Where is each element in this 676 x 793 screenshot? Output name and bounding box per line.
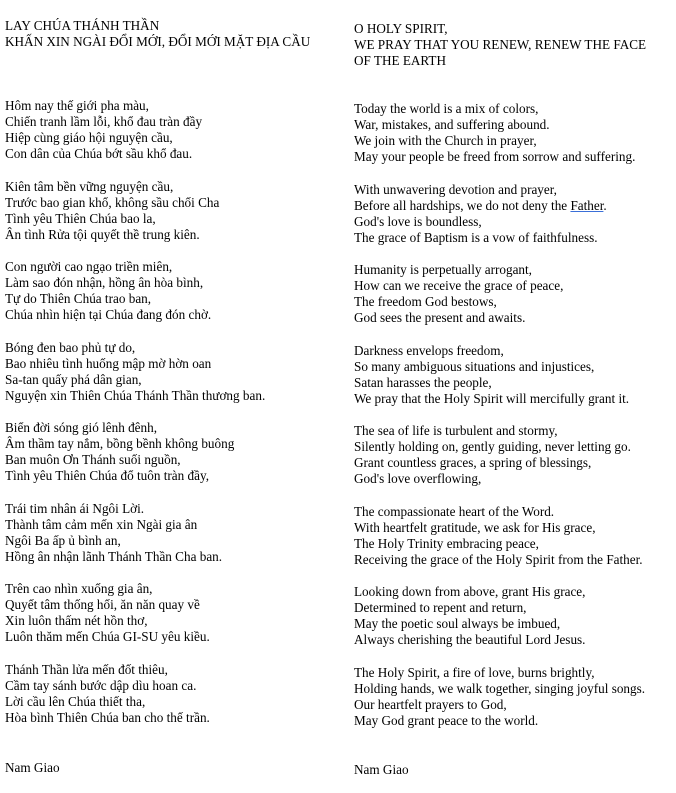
spellcheck-underline: Father: [570, 197, 604, 213]
verse-line: Holding hands, we walk together, singing joyful songs.: [354, 680, 646, 696]
verse-line: May the poetic soul always be imbued,: [354, 616, 561, 631]
verse-line: Con người cao ngạo triền miên,: [5, 259, 173, 274]
verse-line: Xin luôn thấm nét hồn thơ,: [5, 613, 148, 628]
verse-line: With unwavering devotion and prayer,: [354, 181, 557, 197]
verse-line: Tình yêu Thiên Chúa bao la,: [5, 210, 156, 226]
stanza: [5, 340, 265, 404]
verse-line: Tình yêu Thiên Chúa đổ tuôn tràn đầy,: [5, 468, 209, 483]
vietnamese-title: [5, 18, 310, 50]
stanza: [354, 343, 629, 407]
verse-line: Chiến tranh lầm lỗi, khổ đau tràn đầy: [5, 114, 203, 129]
verse-line: The sea of life is turbulent and stormy,: [354, 423, 558, 438]
verse-line: Hòa bình Thiên Chúa ban cho thế trần.: [5, 709, 210, 725]
verse-line: Con dân của Chúa bớt sầu khổ đau.: [5, 146, 193, 161]
stanza: [354, 665, 645, 729]
english-signature: Nam Giao: [354, 762, 409, 777]
verse-line: Thánh Thần lửa mến đốt thiêu,: [5, 661, 168, 677]
verse-line: With heartfelt gratitude, we ask for His grace,: [354, 519, 596, 535]
verse-line: Ban muôn Ơn Thánh suối nguồn,: [5, 452, 181, 467]
verse-line: Trước bao gian khổ, không sầu chối Cha: [5, 194, 220, 210]
verse-line: Today the world is a mix of colors,: [354, 101, 539, 116]
verse-line: Lời cầu lên Chúa thiết tha,: [5, 693, 146, 709]
title-line: LAY CHÚA THÁNH THẦN: [5, 18, 160, 33]
stanza: [5, 501, 222, 565]
verse-line: Ân tình Rửa tội quyết thề trung kiên.: [5, 226, 200, 242]
stanza: [5, 662, 210, 726]
verse-line: Silently holding on, gently guiding, never letting go.: [354, 439, 631, 454]
verse-line: Our heartfelt prayers to God,: [354, 696, 507, 712]
verse-line: Hiệp cùng giáo hội nguyện cầu,: [5, 130, 173, 145]
title-line: OF THE EARTH: [354, 53, 447, 68]
verse-line: Grant countless graces, a spring of blessings,: [354, 455, 592, 470]
verse-line: God's love overflowing,: [354, 471, 482, 486]
title-line: O HOLY SPIRIT,: [354, 21, 448, 36]
stanza: [5, 98, 202, 162]
title-line: KHẤN XIN NGÀI ĐỔI MỚI, ĐỔI MỚI MẶT ĐỊA CẦU: [5, 34, 311, 49]
verse-line: The freedom God bestows,: [354, 294, 497, 309]
verse-line: Kiên tâm bền vững nguyện cầu,: [5, 178, 174, 194]
stanza: [354, 504, 643, 568]
verse-line: May God grant peace to the world.: [354, 712, 539, 728]
verse-line: Bao nhiêu tình huống mập mờ hờn oan: [5, 355, 212, 371]
verse-line: Biển đời sóng gió lênh đênh,: [5, 420, 158, 435]
verse-line: Trái tim nhân ái Ngôi Lời.: [5, 500, 145, 516]
verse-line: Hôm nay thế giới pha màu,: [5, 98, 149, 113]
verse-line: Chúa nhìn hiện tại Chúa đang đón chờ.: [5, 307, 212, 322]
verse-line: We pray that the Holy Spirit will mercifully grant it.: [354, 390, 630, 406]
verse-line: God sees the present and awaits.: [354, 310, 526, 325]
verse-line: Làm sao đón nhận, hồng ân hòa bình,: [5, 275, 204, 290]
stanza: [5, 179, 219, 243]
verse-line: The grace of Baptism is a vow of faithfulness.: [354, 229, 598, 245]
stanza: [5, 259, 211, 323]
vietnamese-signature: Nam Giao: [5, 760, 60, 775]
verse-line: Âm thầm tay nắm, bồng bềnh không buông: [5, 436, 235, 451]
stanza: [354, 101, 635, 165]
stanza: [354, 423, 631, 487]
verse-line: Quyết tâm thống hối, ăn năn quay về: [5, 597, 200, 612]
verse-line: So many ambiguous situations and injustices,: [354, 358, 595, 374]
verse-line: The Holy Spirit, a fire of love, burns brightly,: [354, 664, 595, 680]
verse-line: Cầm tay sánh bước dập dìu hoan ca.: [5, 677, 197, 693]
verse-line: May your people be freed from sorrow and suffering.: [354, 149, 636, 164]
verse-line: The compassionate heart of the Word.: [354, 503, 555, 519]
verse-line: Satan harasses the people,: [354, 374, 492, 390]
verse-line: Receiving the grace of the Holy Spirit from the Father.: [354, 551, 643, 567]
stanza: [354, 262, 563, 326]
verse-line: Looking down from above, grant His grace,: [354, 584, 586, 599]
stanza: [354, 182, 607, 246]
verse-line: Thành tâm cảm mến xin Ngài gia ân: [5, 516, 198, 532]
verse-line: God's love is boundless,: [354, 213, 482, 229]
verse-line: How can we receive the grace of peace,: [354, 278, 564, 293]
verse-line: Determined to repent and return,: [354, 600, 527, 615]
stanza: [354, 584, 585, 648]
verse-line: Ngôi Ba ấp ủ bình an,: [5, 532, 121, 548]
verse-line: Luôn thăm mến Chúa GI-SU yêu kiều.: [5, 629, 210, 644]
verse-line: Before all hardships, we do not deny the Father.: [354, 197, 607, 213]
verse-line: War, mistakes, and suffering abound.: [354, 117, 550, 132]
verse-line: Tự do Thiên Chúa trao ban,: [5, 291, 152, 306]
english-title: [354, 21, 646, 69]
verse-line: Humanity is perpetually arrogant,: [354, 262, 532, 277]
verse-line: Sa-tan quấy phá dân gian,: [5, 371, 142, 387]
title-line: WE PRAY THAT YOU RENEW, RENEW THE FACE: [354, 37, 647, 52]
stanza: [5, 581, 210, 645]
verse-line: Nguyện xin Thiên Chúa Thánh Thần thương ban.: [5, 387, 266, 403]
verse-line: Always cherishing the beautiful Lord Jesus.: [354, 632, 586, 647]
verse-line: Hồng ân nhận lãnh Thánh Thần Cha ban.: [5, 548, 223, 564]
verse-line: Darkness envelops freedom,: [354, 342, 504, 358]
verse-line: Trên cao nhìn xuống gia ân,: [5, 581, 153, 596]
verse-line: Bóng đen bao phủ tự do,: [5, 339, 136, 355]
verse-line: We join with the Church in prayer,: [354, 133, 537, 148]
verse-line: The Holy Trinity embracing peace,: [354, 535, 539, 551]
stanza: [5, 420, 234, 484]
